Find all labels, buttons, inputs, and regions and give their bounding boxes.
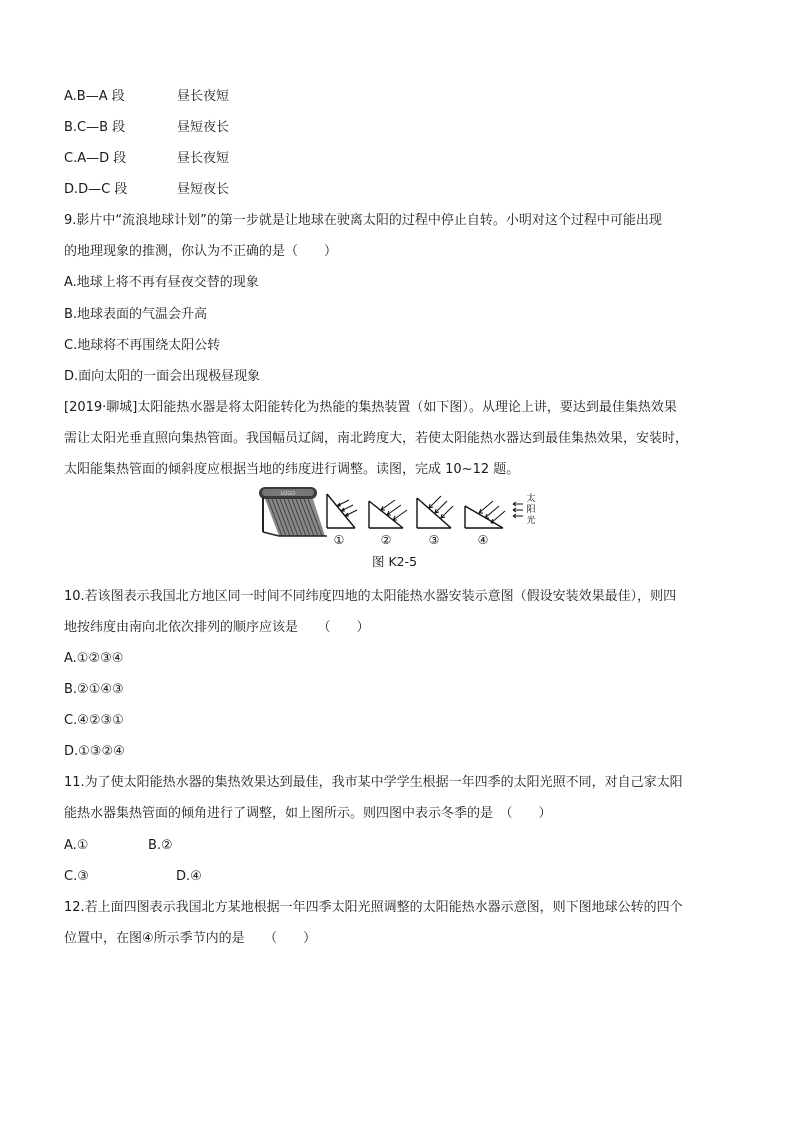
q11-option-d: D.④ xyxy=(176,869,202,884)
panel-1-diagram xyxy=(327,494,357,528)
sun-label-3: 光 xyxy=(526,516,536,526)
q11-stem-line1: 11.为了使太阳能热水器的集热效果达到最佳，我市某中学学生根据一年四季的太阳光照不同，对自己家太阳 xyxy=(64,775,683,790)
q12-stem-line2: 位置中，在图④所示季节内的是 （ ） xyxy=(64,931,317,946)
q11-option-a: A.① xyxy=(64,838,89,853)
q11-option-c: C.③ xyxy=(64,869,89,884)
q8-option-b-text: 昼短夜长 xyxy=(177,120,230,135)
q9-option-d: D.面向太阳的一面会出现极昼现象 xyxy=(64,369,261,384)
q11-stem-line2: 能热水器集热管面的倾角进行了调整，如上图所示。则四图中表示冬季的是 （ ） xyxy=(64,806,552,821)
solar-heater-figure xyxy=(255,484,545,550)
q10-option-c: C.④②③① xyxy=(64,713,124,728)
q8-option-b xyxy=(64,119,229,137)
q8-option-d-text: 昼短夜长 xyxy=(177,182,230,197)
solar-water-heater-image xyxy=(259,487,327,536)
material-line3: 太阳能集热管面的倾斜度应根据当地的纬度进行调整。读图，完成 10~12 题。 xyxy=(64,462,520,477)
q9-option-c: C.地球将不再围绕太阳公转 xyxy=(64,338,221,353)
panel-3-diagram xyxy=(417,496,453,528)
q8-option-c-label: C.A—D 段 xyxy=(64,151,127,166)
q8-option-a xyxy=(64,88,229,106)
material-line1: [2019·聊城]太阳能热水器是将太阳能转化为热能的集热装置（如下图）。从理论上讲，要达到最佳集热效果 xyxy=(64,400,677,415)
q8-option-d-label: D.D—C 段 xyxy=(64,182,128,197)
q9-stem-line1: 9.影片中“流浪地球计划”的第一步就是让地球在驶离太阳的过程中停止自转。小明对这个过程中可能出现 xyxy=(64,213,662,228)
q8-option-c-text: 昼长夜短 xyxy=(177,151,230,166)
panel-label-3: ③ xyxy=(428,533,440,547)
sun-label-1: 太 xyxy=(526,494,536,504)
panel-label-1: ① xyxy=(333,533,345,547)
material-line2: 需让太阳光垂直照向集热管面。我国幅员辽阔，南北跨度大，若使太阳能热水器达到最佳集热效果，安装时， xyxy=(64,431,689,446)
panel-label-4: ④ xyxy=(477,533,489,547)
panel-2-diagram xyxy=(369,500,407,528)
q11-option-b: B.② xyxy=(148,838,173,853)
sunlight-arrows-icon xyxy=(513,502,523,518)
q10-stem-line1: 10.若该图表示我国北方地区同一时间不同纬度四地的太阳能热水器安装示意图（假设安装效果最佳），则四 xyxy=(64,589,677,604)
q8-option-d xyxy=(64,181,229,199)
panel-4-diagram xyxy=(465,501,505,528)
q10-option-d: D.①③②④ xyxy=(64,744,125,759)
q9-option-a: A.地球上将不再有昼夜交替的现象 xyxy=(64,275,259,290)
q9-stem-line2: 的地理现象的推测，你认为不正确的是（ ） xyxy=(64,244,338,259)
q11-options-row2 xyxy=(64,868,202,886)
q10-stem-line2: 地按纬度由南向北依次排列的顺序应该是 （ ） xyxy=(64,620,370,635)
panel-label-2: ② xyxy=(380,533,392,547)
q10-option-a: A.①②③④ xyxy=(64,651,124,666)
q8-option-b-label: B.C—B 段 xyxy=(64,120,126,135)
heater-brand-text: LOGO xyxy=(280,491,296,497)
q8-option-a-text: 昼长夜短 xyxy=(177,89,230,104)
q8-option-c xyxy=(64,150,229,168)
q10-option-b: B.②①④③ xyxy=(64,682,124,697)
q8-option-a-label: A.B—A 段 xyxy=(64,89,125,104)
q12-stem-line1: 12.若上面四图表示我国北方某地根据一年四季太阳光照调整的太阳能热水器示意图，则下图地球公转的四个 xyxy=(64,900,683,915)
figure-caption: 图 K2-5 xyxy=(372,554,418,569)
q11-options-row1 xyxy=(64,837,173,855)
sun-label-2: 阳 xyxy=(526,505,536,515)
q9-option-b: B.地球表面的气温会升高 xyxy=(64,307,208,322)
